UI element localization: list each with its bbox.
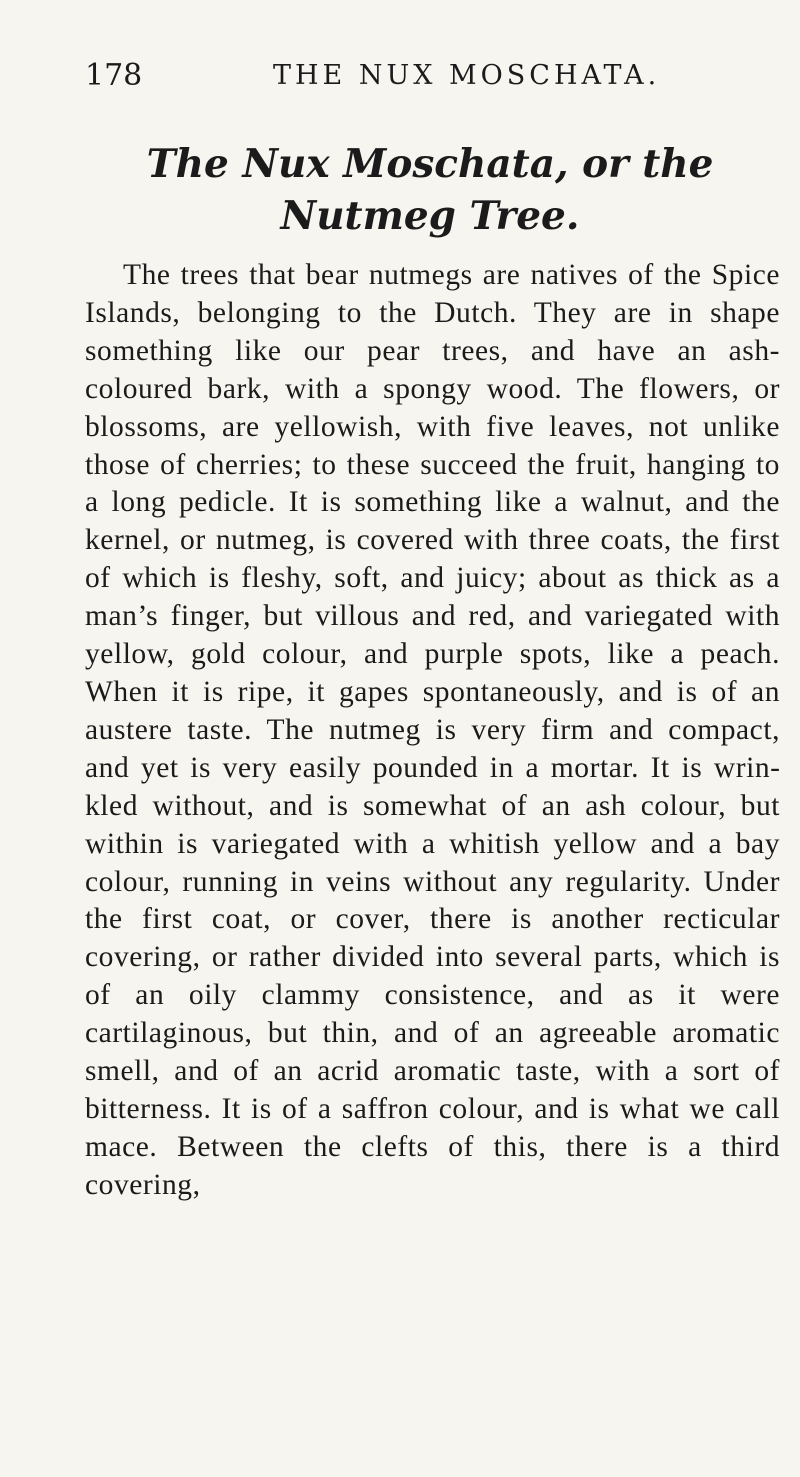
section-title: The Nux Moschata, or the Nutmeg Tree.: [146, 141, 714, 239]
body-paragraph: The trees that bear nutmegs are natives of the Spice Islands, belonging to the Dutch. They are in shape something like our pear trees, and have an ash-coloured bark, with a spongy wood. The flowers, or blossoms, are yellowish, with five leaves, not unlike those of cherries; to these succeed the fruit, hanging to a long pedicle. It is something like a walnut, and the kernel, or nutmeg, is covered with three coats, the first of which is fleshy, soft, and juicy; about as thick as a man’s finger, but villous and red, and variegated with yellow, gold colour, and purple spots, like a peach. When it is ripe, it gapes spontaneously, and is of an austere taste. The nutmeg is very firm and compact, and yet is very easily pounded in a mortar. It is wrinkled without, and is somewhat of an ash colour, but within is variegated with a whitish yellow and a bay colour, running in veins without any regularity. Under the first coat, or cover, there is another recticular covering, or rather divided into several parts, which is of an oily clammy consistence, and as it were cartilaginous, but thin, and of an agreeable aromatic smell, and of an acrid aromatic taste, with a sort of bitterness. It is of a saffron colour, and is what we call mace. Between the clefts of this, there is a third covering,: [85, 259, 780, 1201]
running-title: THE NUX MOSCHATA.: [273, 60, 661, 91]
page-number: 178: [85, 58, 143, 93]
running-header: [85, 58, 740, 98]
